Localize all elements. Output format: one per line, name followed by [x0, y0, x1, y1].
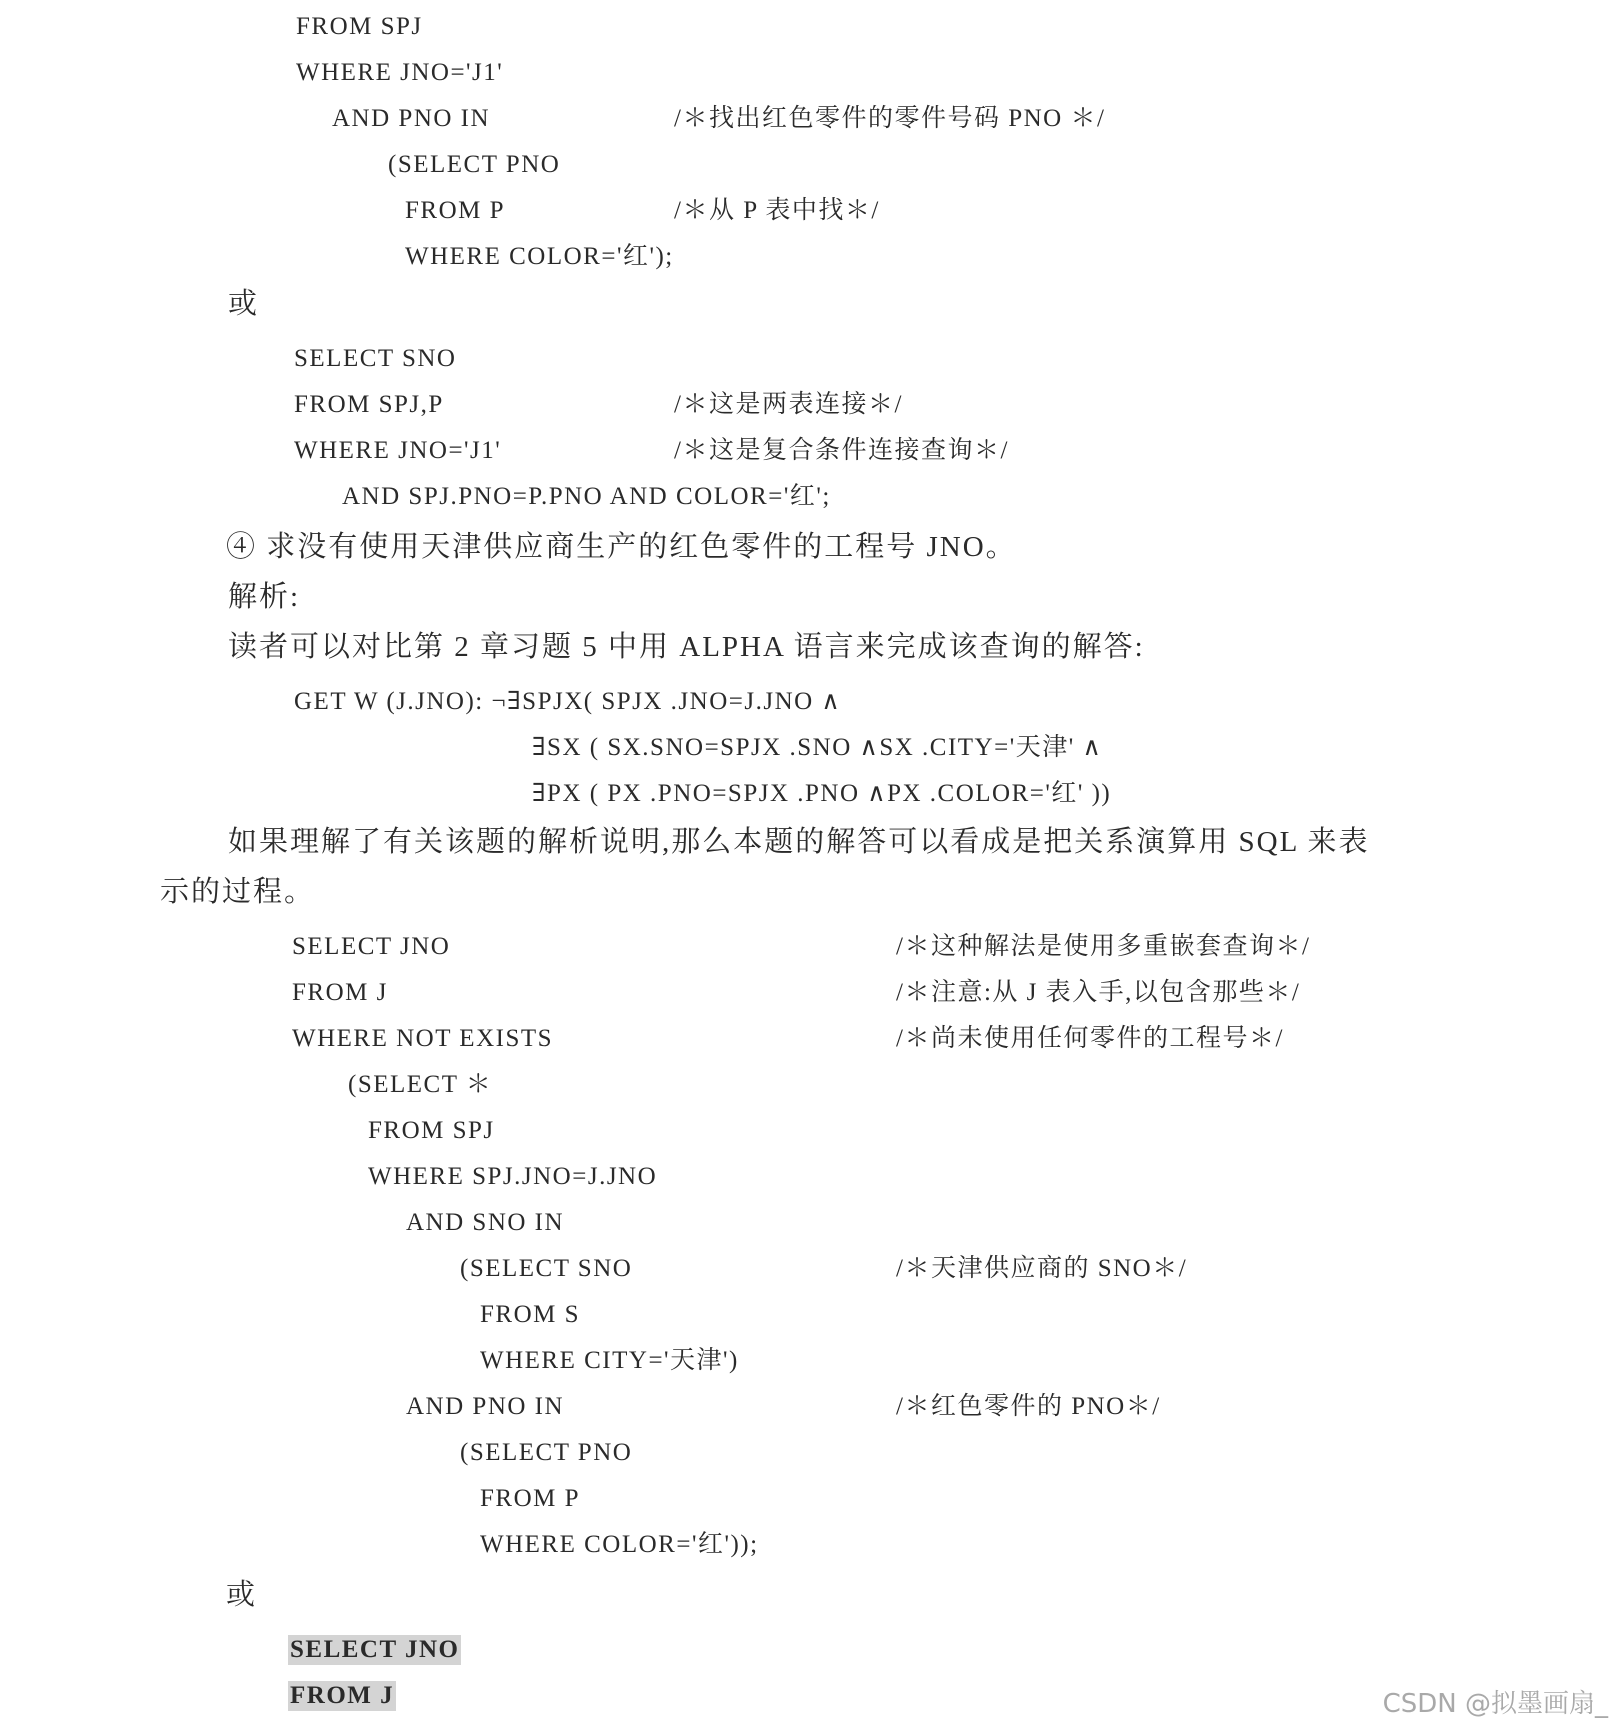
- sql-line: (SELECT SNO: [460, 1255, 633, 1282]
- alpha-line: GET W (J.JNO): ¬∃SPJX( SPJX .JNO=J.JNO ∧: [294, 688, 842, 715]
- sql-line: (SELECT PNO: [460, 1439, 633, 1466]
- sql-comment: /＊天津供应商的 SNO＊/: [896, 1255, 1188, 1282]
- sql-line: FROM J: [292, 979, 388, 1006]
- sql-line: (SELECT PNO: [388, 151, 561, 178]
- alpha-line: ∃PX ( PX .PNO=SPJX .PNO ∧PX .COLOR='红' )): [532, 780, 1112, 807]
- intro-text: 读者可以对比第 2 章习题 5 中用 ALPHA 语言来完成该查询的解答:: [228, 631, 1145, 663]
- or-label: 或: [228, 288, 260, 320]
- sql-line: WHERE SPJ.JNO=J.JNO: [368, 1163, 658, 1190]
- sql-line: SELECT JNO: [292, 933, 451, 960]
- or-label: 或: [226, 1579, 258, 1611]
- csdn-watermark: CSDN @拟墨画扇_: [1382, 1689, 1608, 1719]
- analysis-label: 解析:: [228, 581, 301, 613]
- question-heading: ④ 求没有使用天津供应商生产的红色零件的工程号 JNO。: [226, 531, 1017, 563]
- sql-comment: /＊这是复合条件连接查询＊/: [674, 437, 1009, 464]
- sql-line: AND SNO IN: [406, 1209, 565, 1236]
- sql-line: WHERE NOT EXISTS: [292, 1025, 554, 1052]
- sql-line: WHERE CITY='天津'): [480, 1347, 739, 1374]
- sql-line: WHERE COLOR='红'));: [480, 1531, 759, 1558]
- sql-line: AND SPJ.PNO=P.PNO AND COLOR='红';: [342, 483, 831, 510]
- highlighted-sql-line: FROM J: [290, 1682, 395, 1709]
- paragraph-line: 如果理解了有关该题的解析说明,那么本题的解答可以看成是把关系演算用 SQL 来表: [228, 826, 1370, 858]
- sql-line: FROM SPJ: [296, 13, 423, 40]
- sql-line: FROM S: [480, 1301, 581, 1328]
- sql-comment: /＊尚未使用任何零件的工程号＊/: [896, 1025, 1284, 1052]
- sql-line: WHERE JNO='J1': [294, 437, 502, 464]
- sql-line: SELECT SNO: [294, 345, 457, 372]
- highlighted-sql-line: SELECT JNO: [290, 1636, 460, 1663]
- sql-line: WHERE JNO='J1': [296, 59, 504, 86]
- sql-comment: /＊从 P 表中找＊/: [674, 197, 880, 224]
- sql-line: AND PNO IN: [332, 105, 491, 132]
- sql-comment: /＊这种解法是使用多重嵌套查询＊/: [896, 933, 1311, 960]
- sql-line: FROM SPJ,P: [294, 391, 444, 418]
- alpha-line: ∃SX ( SX.SNO=SPJX .SNO ∧SX .CITY='天津' ∧: [532, 734, 1103, 761]
- sql-line: (SELECT ＊: [348, 1071, 493, 1098]
- sql-line: FROM SPJ: [368, 1117, 495, 1144]
- sql-line: FROM P: [480, 1485, 581, 1512]
- sql-line: FROM P: [405, 197, 506, 224]
- sql-comment: /＊找出红色零件的零件号码 PNO ＊/: [674, 105, 1106, 132]
- paragraph-line: 示的过程。: [160, 876, 316, 908]
- sql-line: AND PNO IN: [406, 1393, 565, 1420]
- sql-line: WHERE COLOR='红');: [405, 243, 674, 270]
- sql-comment: /＊这是两表连接＊/: [674, 391, 903, 418]
- sql-comment: /＊红色零件的 PNO＊/: [896, 1393, 1161, 1420]
- sql-comment: /＊注意:从 J 表入手,以包含那些＊/: [896, 979, 1301, 1006]
